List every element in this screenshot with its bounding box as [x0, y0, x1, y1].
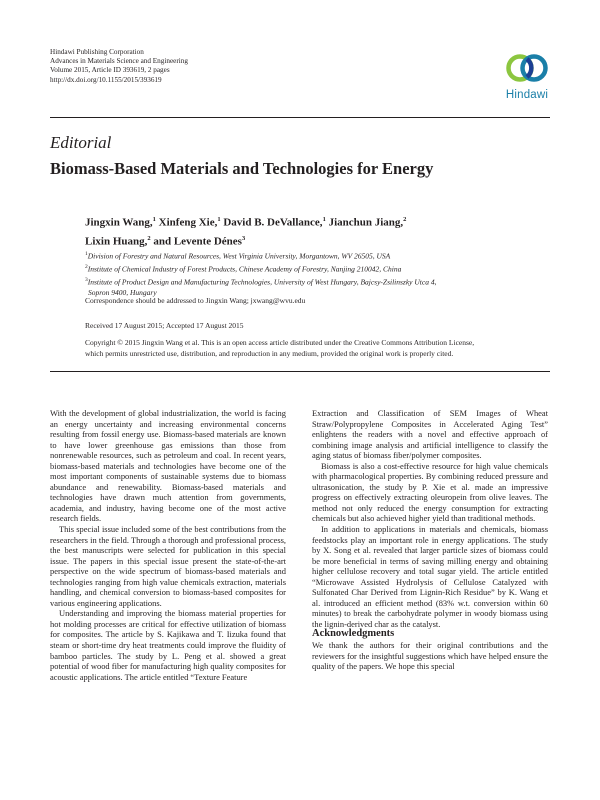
- author-name: David B. DeVallance,: [223, 216, 323, 229]
- body-paragraph: Understanding and improving the biomass material properties for hot molding processes are critical for effective utilization of biomass for composites. The article by S. Kajikawa and T. Iizuka found that steam or short-time dry heat treatments could improve the fluidity of bamboo particles. The study by L. Peng et al. showed a great potential of wood fiber for manufacturing high quality composites for acoustic applications. The article entitled “Texture Feature: [50, 608, 286, 682]
- author-affil-mark: 2: [403, 216, 407, 223]
- top-rule: [50, 117, 550, 118]
- affiliation-item: Sopron 9400, Hungary: [88, 288, 157, 297]
- body-paragraph: With the development of global industrialization, the world is facing an energy uncertainty and increasing environmental concerns resulting from fossil energy use. Biomass-based materials are known to have lower greenhouse gas emissions than those from nonrenewable resources, such as petroleum and coal. In recent years, biomass-based materials and technologies have become one of the most important components of sustainable systems due to biomass abundance and renewability. Biomass-based materials and technologies have drawn much attention from governments, academia, and industry, having become one of the most active research fields.: [50, 408, 286, 524]
- author-affil-mark: 3: [241, 234, 246, 242]
- author-affil-mark: 1: [217, 216, 221, 223]
- body-paragraph: Extraction and Classification of SEM Images of Wheat Straw/Polypropylene Composites in Accelerated Aging Test” enlightens the readers with a novel and effective approach of combining image analysis and artificial intelligence to classify the aging status of biomass fiber/polymer composites.: [312, 408, 548, 461]
- copyright-notice: Copyright © 2015 Jingxin Wang et al. This is an open access article distributed under the Creative Commons Attribution License, which permits unrestricted use, distribution, and reproduction in any medium, provided the original work is properly cited.: [85, 338, 475, 358]
- hindawi-rings-icon: [497, 49, 557, 89]
- article-title: Biomass-Based Materials and Technologies for Energy: [50, 159, 434, 178]
- affiliation-item: $^2$Institute of Chemical Industry of Forest Products, Chinese Academy of Forestry, Nanjing 210042, China: [85, 264, 402, 274]
- body-paragraph: This special issue included some of the best contributions from the researchers in the field. Through a thorough and professional process, the best manuscripts were selected for publication in this special issue. The papers in this special issue present the state-of-the-art perspective on the wide spectrum of biomass-based materials and technologies ranging from high value chemicals extraction, materials handling, and chemical conversion to biomass-based composites for various engineering applications.: [50, 524, 286, 608]
- body-column-right: [312, 408, 548, 672]
- hindawi-logo-text: Hindawi: [505, 89, 549, 101]
- author-name: Jingxin Wang,: [85, 216, 153, 229]
- body-paragraph: In addition to applications in materials and chemicals, biomass feedstocks play an important role in energy applications. The study by X. Song et al. revealed that larger particle sizes of biomass could be more beneficial in terms of saving milling energy and obtaining higher cellulose recovery and total sugar yield. The article entitled “Microwave Assisted Hydrolysis of Cellulose Catalyzed with Sulfonated Char Derived from Lignin-Rich Residue” by K. Wang et al. introduced an efficient method (83% w.t. conversion within 60 minutes) to break the carbohydrate polymer in woody biomass using the lignin-derived char as the catalyst.: [312, 524, 548, 629]
- author-affil-mark: 2: [147, 234, 151, 242]
- publisher-name: Hindawi Publishing Corporation: [50, 48, 144, 56]
- author-list: [85, 212, 406, 249]
- acknowledgments-text: We thank the authors for their original contributions and the reviewers for the insightful suggestions which have helped ensure the quality of the papers. We hope this special: [312, 640, 548, 672]
- affiliations: [85, 249, 436, 299]
- volume-info: Volume 2015, Article ID 393619, 2 pages: [50, 66, 170, 75]
- author-name: Jianchun Jiang,: [328, 216, 404, 229]
- journal-name: Advances in Materials Science and Engineering: [50, 57, 188, 66]
- affiliation-item: $^1$Division of Forestry and Natural Resources, West Virginia University, Morgantown, WV 26505, USA: [85, 251, 391, 261]
- doi-link[interactable]: http://dx.doi.org/10.1155/2015/393619: [50, 75, 162, 84]
- body-column-left: [50, 408, 286, 682]
- journal-header: [50, 48, 188, 85]
- correspondence-note: Correspondence should be addressed to Jingxin Wang; jxwang@wvu.edu: [85, 296, 306, 305]
- hindawi-logo: [497, 49, 557, 107]
- author-affil-mark: 1: [152, 216, 156, 223]
- acknowledgments-heading: Acknowledgments: [312, 628, 395, 640]
- article-type: Editorial: [50, 133, 112, 152]
- abstract-rule: [50, 371, 550, 372]
- body-paragraph: Biomass is also a cost-effective resource for high value chemicals with pharmacological properties. By combining reduced pressure and ultrasonication, the study by P. Xie et al. made an impressive progress on effectively extracting oleuropein from olive leaves. The method not only reduced the energy consumption for extracting chemicals but also achieved higher yield than traditional methods.: [312, 460, 548, 524]
- article-dates: Received 17 August 2015; Accepted 17 August 2015: [85, 321, 244, 330]
- author-name: Lixin Huang,: [85, 235, 148, 248]
- author-name: Xinfeng Xie,: [158, 216, 218, 229]
- author-name: and Levente Dénes: [153, 235, 242, 248]
- affiliation-item: $^3$Institute of Product Design and Manufacturing Technologies, University of West Hungary, Bajcsy-Zsilinszky Utca 4,: [85, 277, 437, 287]
- author-affil-mark: 1: [322, 216, 326, 223]
